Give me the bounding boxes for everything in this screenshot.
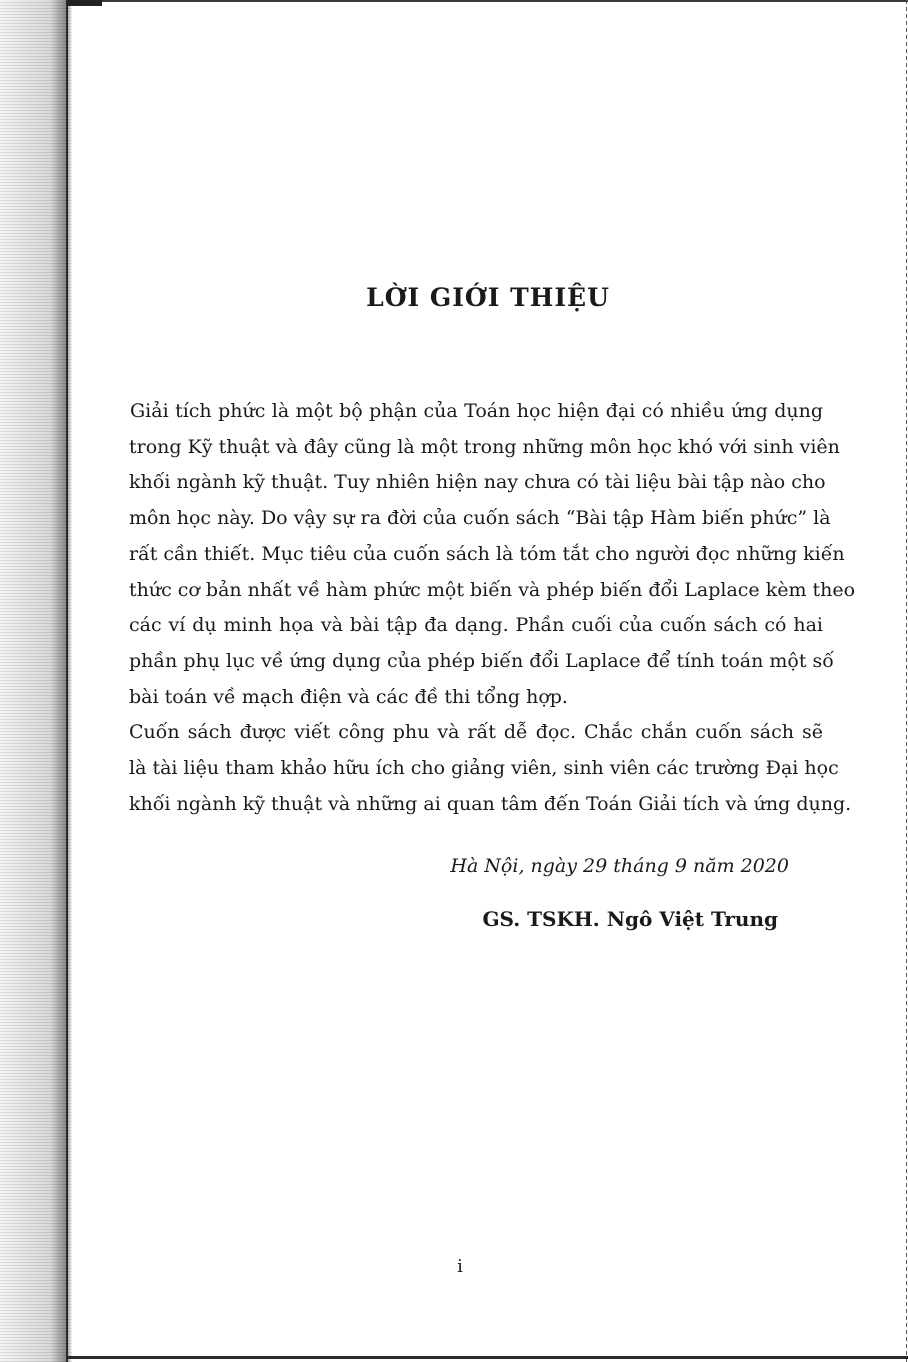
- place-date: Hà Nội, ngày 29 tháng 9 năm 2020: [450, 855, 789, 877]
- page-right-border: [906, 0, 907, 1362]
- text-line: rất cần thiết. Mục tiêu của cuốn sách là tóm tắt cho người đọc những kiến: [129, 542, 845, 565]
- text-line: khối ngành kỹ thuật. Tuy nhiên hiện nay chưa có tài liệu bài tập nào cho: [129, 471, 826, 494]
- text-line: Cuốn sách được viết công phu và rất dễ đọc. Chắc chắn cuốn sách sẽ: [129, 721, 823, 744]
- page-title: LỜI GIỚI THIỆU: [366, 282, 610, 312]
- page-top-border: [68, 0, 908, 2]
- paragraph-2: [129, 715, 852, 822]
- page-bottom-border: [68, 1356, 908, 1359]
- text-line: bài toán về mạch điện và các đề thi tổng hợp.: [129, 685, 568, 708]
- paragraph-1: [129, 394, 856, 715]
- author-signature: GS. TSKH. Ngô Việt Trung: [482, 907, 778, 931]
- text-line: các ví dụ minh họa và bài tập đa dạng. Phần cuối của cuốn sách có hai: [129, 614, 823, 637]
- binding-line: [66, 0, 68, 1362]
- body-text: [129, 394, 856, 822]
- text-line: thức cơ bản nhất về hàm phức một biến và phép biến đổi Laplace kèm theo: [129, 578, 856, 601]
- text-line: Giải tích phức là một bộ phận của Toán học hiện đại có nhiều ứng dụng: [130, 400, 823, 422]
- scan-binding-edge: [0, 0, 72, 1362]
- text-line: môn học này. Do vậy sự ra đời của cuốn sách “Bài tập Hàm biến phức” là: [129, 507, 831, 530]
- text-line: khối ngành kỹ thuật và những ai quan tâm đến Toán Giải tích và ứng dụng.: [129, 792, 852, 815]
- text-line: là tài liệu tham khảo hữu ích cho giảng viên, sinh viên các trường Đại học: [129, 757, 839, 780]
- page-number: i: [457, 1256, 463, 1277]
- page-corner-mark: [68, 0, 102, 6]
- text-line: phần phụ lục về ứng dụng của phép biến đổi Laplace để tính toán một số: [129, 649, 834, 672]
- text-line: trong Kỹ thuật và đây cũng là một trong những môn học khó với sinh viên: [129, 435, 840, 458]
